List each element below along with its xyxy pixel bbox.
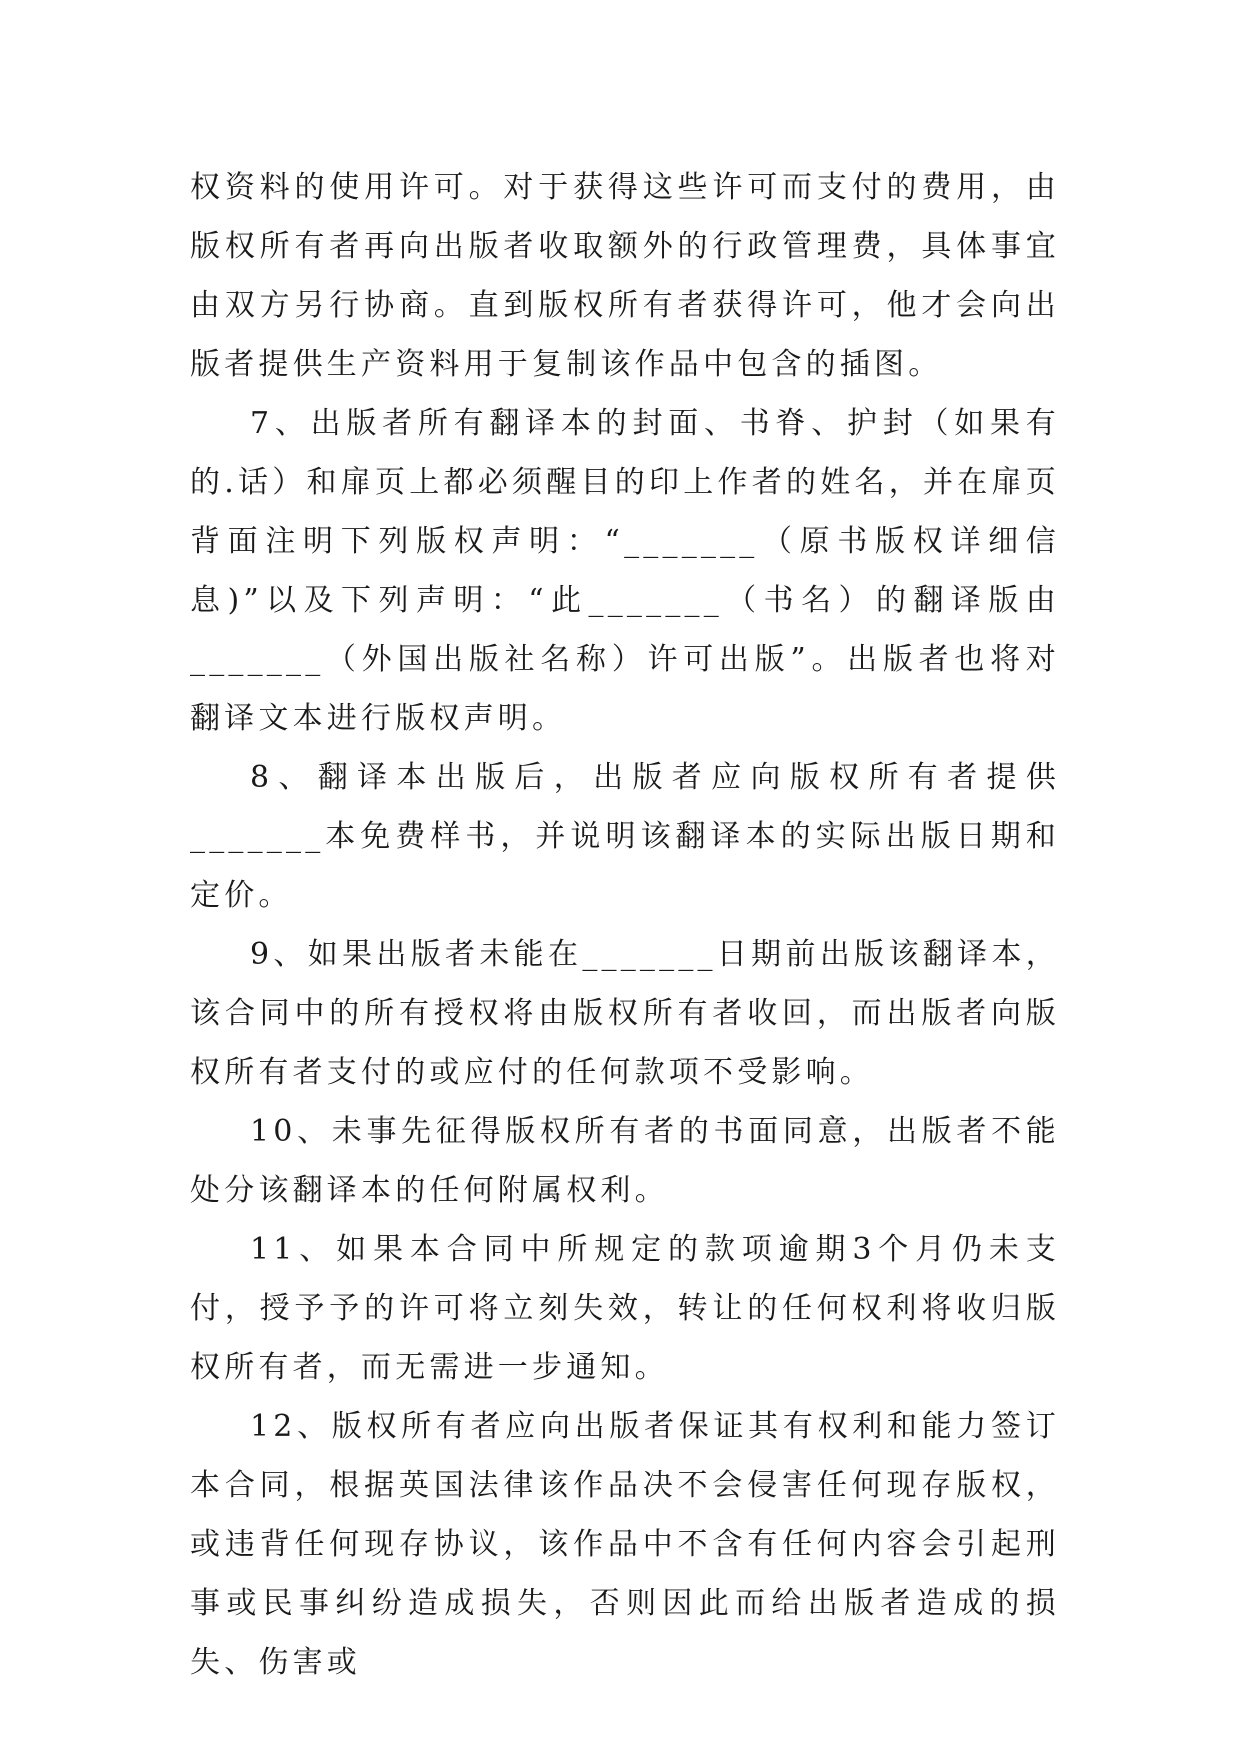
paragraph-clause-8: 8、翻译本出版后，出版者应向版权所有者提供_______本免费样书，并说明该翻译本的实际出版日期和定价。 xyxy=(190,760,1060,913)
document-body xyxy=(190,158,1060,1692)
paragraph-clause-11: 11、如果本合同中所规定的款项逾期3个月仍未支付，授予予的许可将立刻失效，转让的任何权利将收归版权所有者，而无需进一步通知。 xyxy=(190,1232,1060,1385)
paragraph-clause-9: 9、如果出版者未能在_______日期前出版该翻译本，该合同中的所有授权将由版权所有者收回，而出版者向版权所有者支付的或应付的任何款项不受影响。 xyxy=(190,937,1060,1090)
paragraph-clause-10: 10、未事先征得版权所有者的书面同意，出版者不能处分该翻译本的任何附属权利。 xyxy=(190,1114,1060,1208)
paragraph-clause-7: 7、出版者所有翻译本的封面、书脊、护封（如果有的.话）和扉页上都必须醒目的印上作者的姓名，并在扉页背面注明下列版权声明：“_______（原书版权详细信息)”以及下列声明：“此_______（书名）的翻译版由_______（外国出版社名称）许可出版”。出版者也将对翻译文本进行版权声明。 xyxy=(190,406,1060,736)
paragraph-clause-12: 12、版权所有者应向出版者保证其有权利和能力签订本合同，根据英国法律该作品决不会侵害任何现存版权，或违背任何现存协议，该作品中不含有任何内容会引起刑事或民事纠纷造成损失，否则因此而给出版者造成的损失、伤害或 xyxy=(190,1409,1060,1680)
paragraph-continued: 权资料的使用许可。对于获得这些许可而支付的费用，由版权所有者再向出版者收取额外的行政管理费，具体事宜由双方另行协商。直到版权所有者获得许可，他才会向出版者提供生产资料用于复制该作品中包含的插图。 xyxy=(190,170,1060,382)
